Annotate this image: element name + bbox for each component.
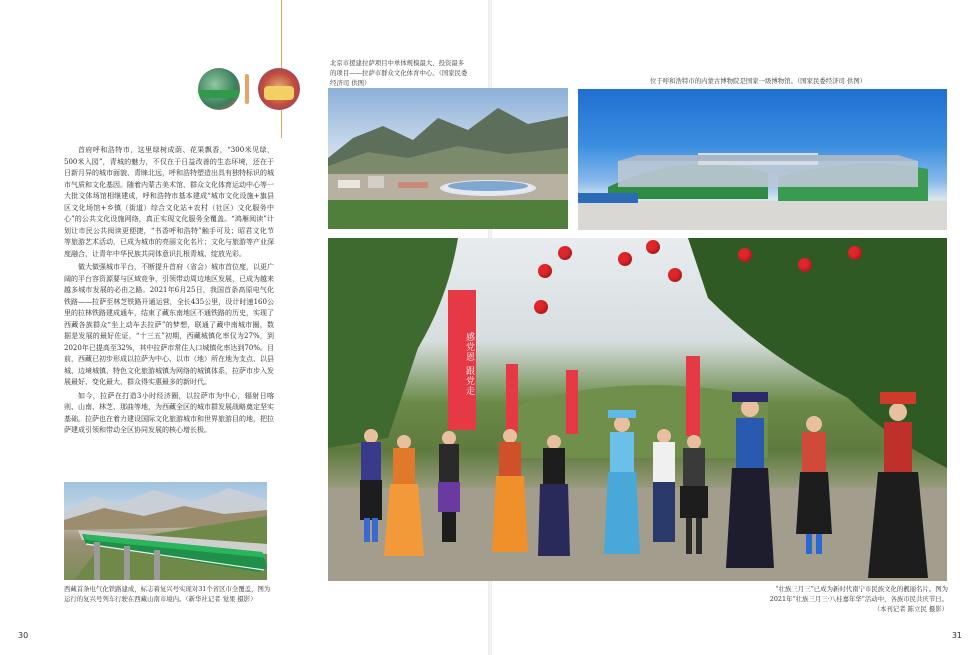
lhasa-caption: 北京市援建拉萨项目中单体规模最大、投资最多的项目——拉萨市群众文化体育中心。（国家民委经济司 供图） [330, 59, 468, 87]
page-number-left: 30 [18, 631, 29, 640]
performers-group [360, 392, 928, 578]
train-photo [64, 482, 267, 580]
festival-banner: 感党恩 跟党走 [448, 290, 476, 430]
paragraph: 如今，拉萨在打造3小时经济圈，以拉萨市为中心，辐射日喀则、山南、林芝、那曲等地，为西藏全区的城市群发展战略奠定坚实基础。拉萨也在着力建设国际文化旅游城市和世界旅游目的地，把拉萨建成引领和带动全区协同发展的核心增长极。 [64, 391, 274, 434]
thumbnail-train-icon [198, 68, 240, 110]
museum-caption: 位于呼和浩特市的内蒙古博物院是国家一级博物馆。（国家民委经济司 供图） [650, 77, 867, 85]
page-number-right: 31 [951, 631, 962, 640]
festival-caption: “壮族三月三”已成为新时代南宁市民族文化的靓丽名片。图为2021年“壮族三月三·八桂嘉年华”活动中，各族市民共庆节日。（本刊记者 陈立民 摄影） [769, 585, 948, 613]
paragraph: 首府呼和浩特市，这里绿树成荫、花果飘香，“300米见绿，500米入园”，青城的魅力，不仅在于日益改善的生态环境，还在于日新月异的城市面貌、青睐北远，呼和浩特塑造出具有独特标识的城市气质和文化基因。随着内蒙古美术馆、群众文化体育运动中心等一大批文体场馆相继建成，呼和浩特市基本建成“城市文化设施+旗县区文化场馆+乡镇（街道）综合文化站+农村（社区）文化服务中心”的公共文化设施网络，真正实现文化服务全覆盖。“鸿雁阅读”计划让市民公共阅读更便捷，“书香呼和浩特”触手可及；昭君文化节等旅游艺术活动，已成为城市的亮丽文化名片；文化与旅游等产业深度融合，让青年中华民族共同体意识扎根青城、绽放光彩。 [64, 146, 274, 258]
article-body [64, 145, 274, 439]
museum-photo [578, 89, 947, 230]
lhasa-center-photo [328, 88, 568, 229]
paragraph: 做大做强城市平台，不断提升首府（省会）城市首位度，以更广阔的平台容资源要与区域竞争，引领带动周边地区发展，已成为越来越多城市发展的必由之路。2021年6月25日，我国首条高原电气化铁路——拉萨至林芝铁路开通运营，全长435公里，设计时速160公里的拉林铁路建成通车，结束了藏东南地区不通铁路的历史，实现了西藏各族群众“坐上动车去拉萨”的梦想，联通了藏中南城市圈，数据是发展的最好佐证，“十三五”初期，西藏城镇化率仅为27%，到2020年已提高至32%，其中拉萨市常住人口城镇化率达到70%。目前，西藏已初步形成以拉萨为中心、以市（地）所在地为支点、以县城、边境城镇、特色文化旅游城镇为网络的城镇体系，拉萨市步入发展最好、变化最大、群众得实惠最多的新时代。 [64, 263, 274, 386]
train-caption: 西藏首条电气化铁路建成，标志着复兴号实现对31个省区市全覆盖，图为运行的复兴号列车行驶在西藏山南市境内。（新华社记者 觉果 摄影） [64, 585, 271, 603]
thumbnail-festival-icon [258, 68, 300, 110]
festival-photo [328, 238, 947, 581]
thumbnail-separator [245, 74, 249, 104]
